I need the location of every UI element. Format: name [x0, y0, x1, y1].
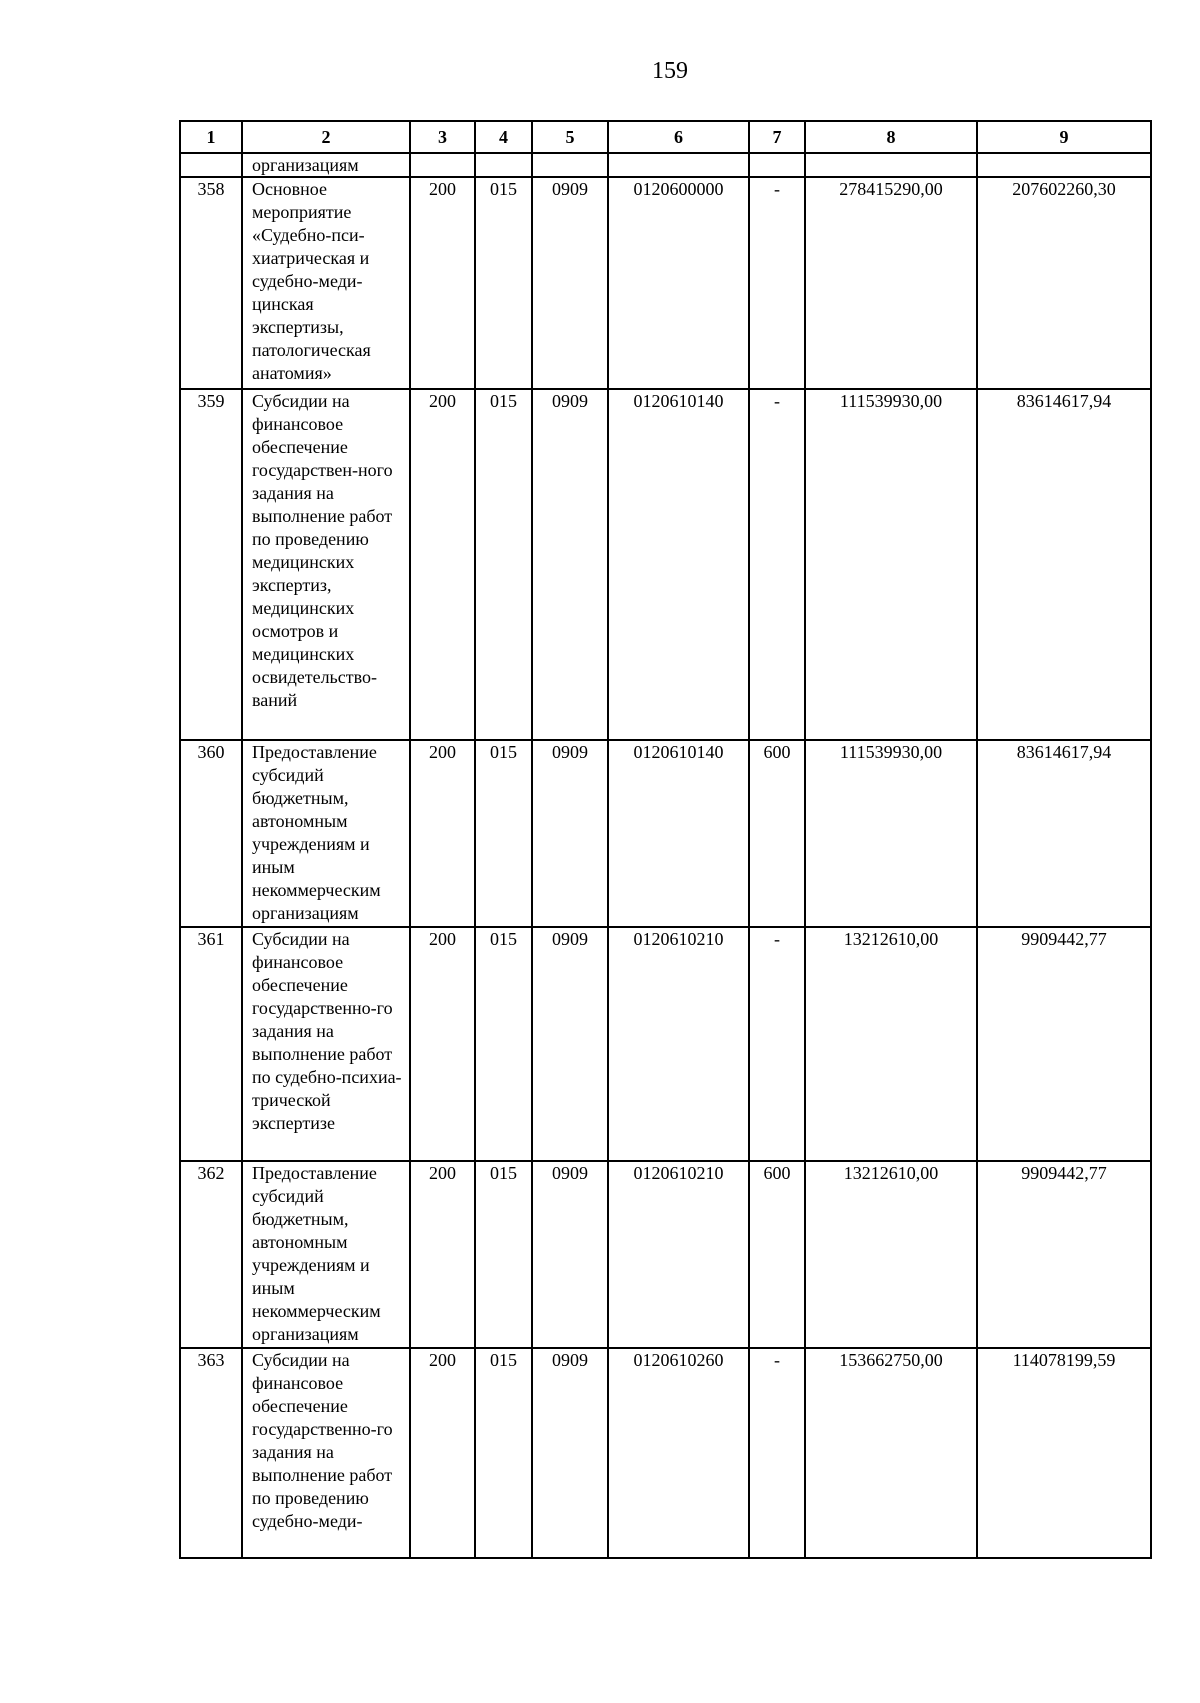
- table-row: [180, 389, 1151, 740]
- expense-type-cell: -: [749, 927, 805, 1161]
- row-number-cell: 362: [180, 1161, 242, 1348]
- cell: [532, 153, 608, 177]
- target-article-cell: 0120610140: [608, 740, 749, 927]
- cell: [805, 153, 977, 177]
- row-number-cell: 359: [180, 389, 242, 740]
- row-name-cell: Предоставление субсидий бюджетным, автономным учреждениям и иным некоммерческим организациям: [242, 1161, 410, 1348]
- expense-type-cell: 600: [749, 1161, 805, 1348]
- target-article-cell: 0120610260: [608, 1348, 749, 1558]
- target-article-cell: 0120610210: [608, 1161, 749, 1348]
- receiver-cell: 200: [410, 389, 475, 740]
- receiver-cell: 200: [410, 1161, 475, 1348]
- amount-actual-cell: 114078199,59: [977, 1348, 1151, 1558]
- target-article-cell: 0120610210: [608, 927, 749, 1161]
- header-cell: 5: [532, 121, 608, 153]
- row-name-cell: организациям: [242, 153, 410, 177]
- section-cell: 0909: [532, 740, 608, 927]
- row-number-cell: 358: [180, 177, 242, 389]
- table-row: [180, 927, 1151, 1161]
- section-cell: 0909: [532, 177, 608, 389]
- amount-actual-cell: 83614617,94: [977, 740, 1151, 927]
- table-row-continuation: [180, 153, 1151, 177]
- header-cell: 9: [977, 121, 1151, 153]
- row-name-cell: Основное мероприятие «Судебно-пси-хиатрическая и судебно-меди-цинская экспертизы, патологическая анатомия»: [242, 177, 410, 389]
- amount-plan-cell: 13212610,00: [805, 1161, 977, 1348]
- cell: [410, 153, 475, 177]
- header-cell: 4: [475, 121, 532, 153]
- row-name-cell: Субсидии на финансовое обеспечение государствен-ного задания на выполнение работ по проведению медицинских экспертиз, медицинских осмотров и медицинских освидетельство-ваний: [242, 389, 410, 740]
- header-cell: 8: [805, 121, 977, 153]
- header-cell: 1: [180, 121, 242, 153]
- header-cell: 7: [749, 121, 805, 153]
- target-article-cell: 0120610140: [608, 389, 749, 740]
- page-number: 159: [652, 58, 688, 84]
- amount-plan-cell: 13212610,00: [805, 927, 977, 1161]
- ministry-cell: 015: [475, 1161, 532, 1348]
- expense-type-cell: -: [749, 1348, 805, 1558]
- table-row: [180, 740, 1151, 927]
- expense-type-cell: -: [749, 389, 805, 740]
- row-name-cell: Субсидии на финансовое обеспечение государственно-го задания на выполнение работ по судебно-психиа-трической экспертизе: [242, 927, 410, 1161]
- receiver-cell: 200: [410, 927, 475, 1161]
- amount-plan-cell: 111539930,00: [805, 389, 977, 740]
- amount-actual-cell: 83614617,94: [977, 389, 1151, 740]
- receiver-cell: 200: [410, 740, 475, 927]
- header-cell: 2: [242, 121, 410, 153]
- section-cell: 0909: [532, 1161, 608, 1348]
- target-article-cell: 0120600000: [608, 177, 749, 389]
- expense-type-cell: -: [749, 177, 805, 389]
- budget-table: [179, 120, 1152, 1559]
- amount-actual-cell: 207602260,30: [977, 177, 1151, 389]
- section-cell: 0909: [532, 389, 608, 740]
- amount-actual-cell: 9909442,77: [977, 1161, 1151, 1348]
- cell: [475, 153, 532, 177]
- table-body: [180, 153, 1151, 1558]
- row-number-cell: [180, 153, 242, 177]
- table-row: [180, 1161, 1151, 1348]
- table-header: [180, 121, 1151, 153]
- amount-plan-cell: 153662750,00: [805, 1348, 977, 1558]
- table-row: [180, 177, 1151, 389]
- cell: [749, 153, 805, 177]
- receiver-cell: 200: [410, 177, 475, 389]
- receiver-cell: 200: [410, 1348, 475, 1558]
- ministry-cell: 015: [475, 740, 532, 927]
- ministry-cell: 015: [475, 177, 532, 389]
- row-name-cell: Субсидии на финансовое обеспечение государственно-го задания на выполнение работ по проведению судебно-меди-: [242, 1348, 410, 1558]
- table-row: [180, 1348, 1151, 1558]
- row-number-cell: 361: [180, 927, 242, 1161]
- amount-plan-cell: 111539930,00: [805, 740, 977, 927]
- expense-type-cell: 600: [749, 740, 805, 927]
- header-cell: 6: [608, 121, 749, 153]
- row-number-cell: 360: [180, 740, 242, 927]
- cell: [977, 153, 1151, 177]
- cell: [608, 153, 749, 177]
- row-name-cell: Предоставление субсидий бюджетным, автономным учреждениям и иным некоммерческим организациям: [242, 740, 410, 927]
- section-cell: 0909: [532, 927, 608, 1161]
- amount-actual-cell: 9909442,77: [977, 927, 1151, 1161]
- ministry-cell: 015: [475, 389, 532, 740]
- ministry-cell: 015: [475, 1348, 532, 1558]
- row-number-cell: 363: [180, 1348, 242, 1558]
- ministry-cell: 015: [475, 927, 532, 1161]
- header-cell: 3: [410, 121, 475, 153]
- amount-plan-cell: 278415290,00: [805, 177, 977, 389]
- section-cell: 0909: [532, 1348, 608, 1558]
